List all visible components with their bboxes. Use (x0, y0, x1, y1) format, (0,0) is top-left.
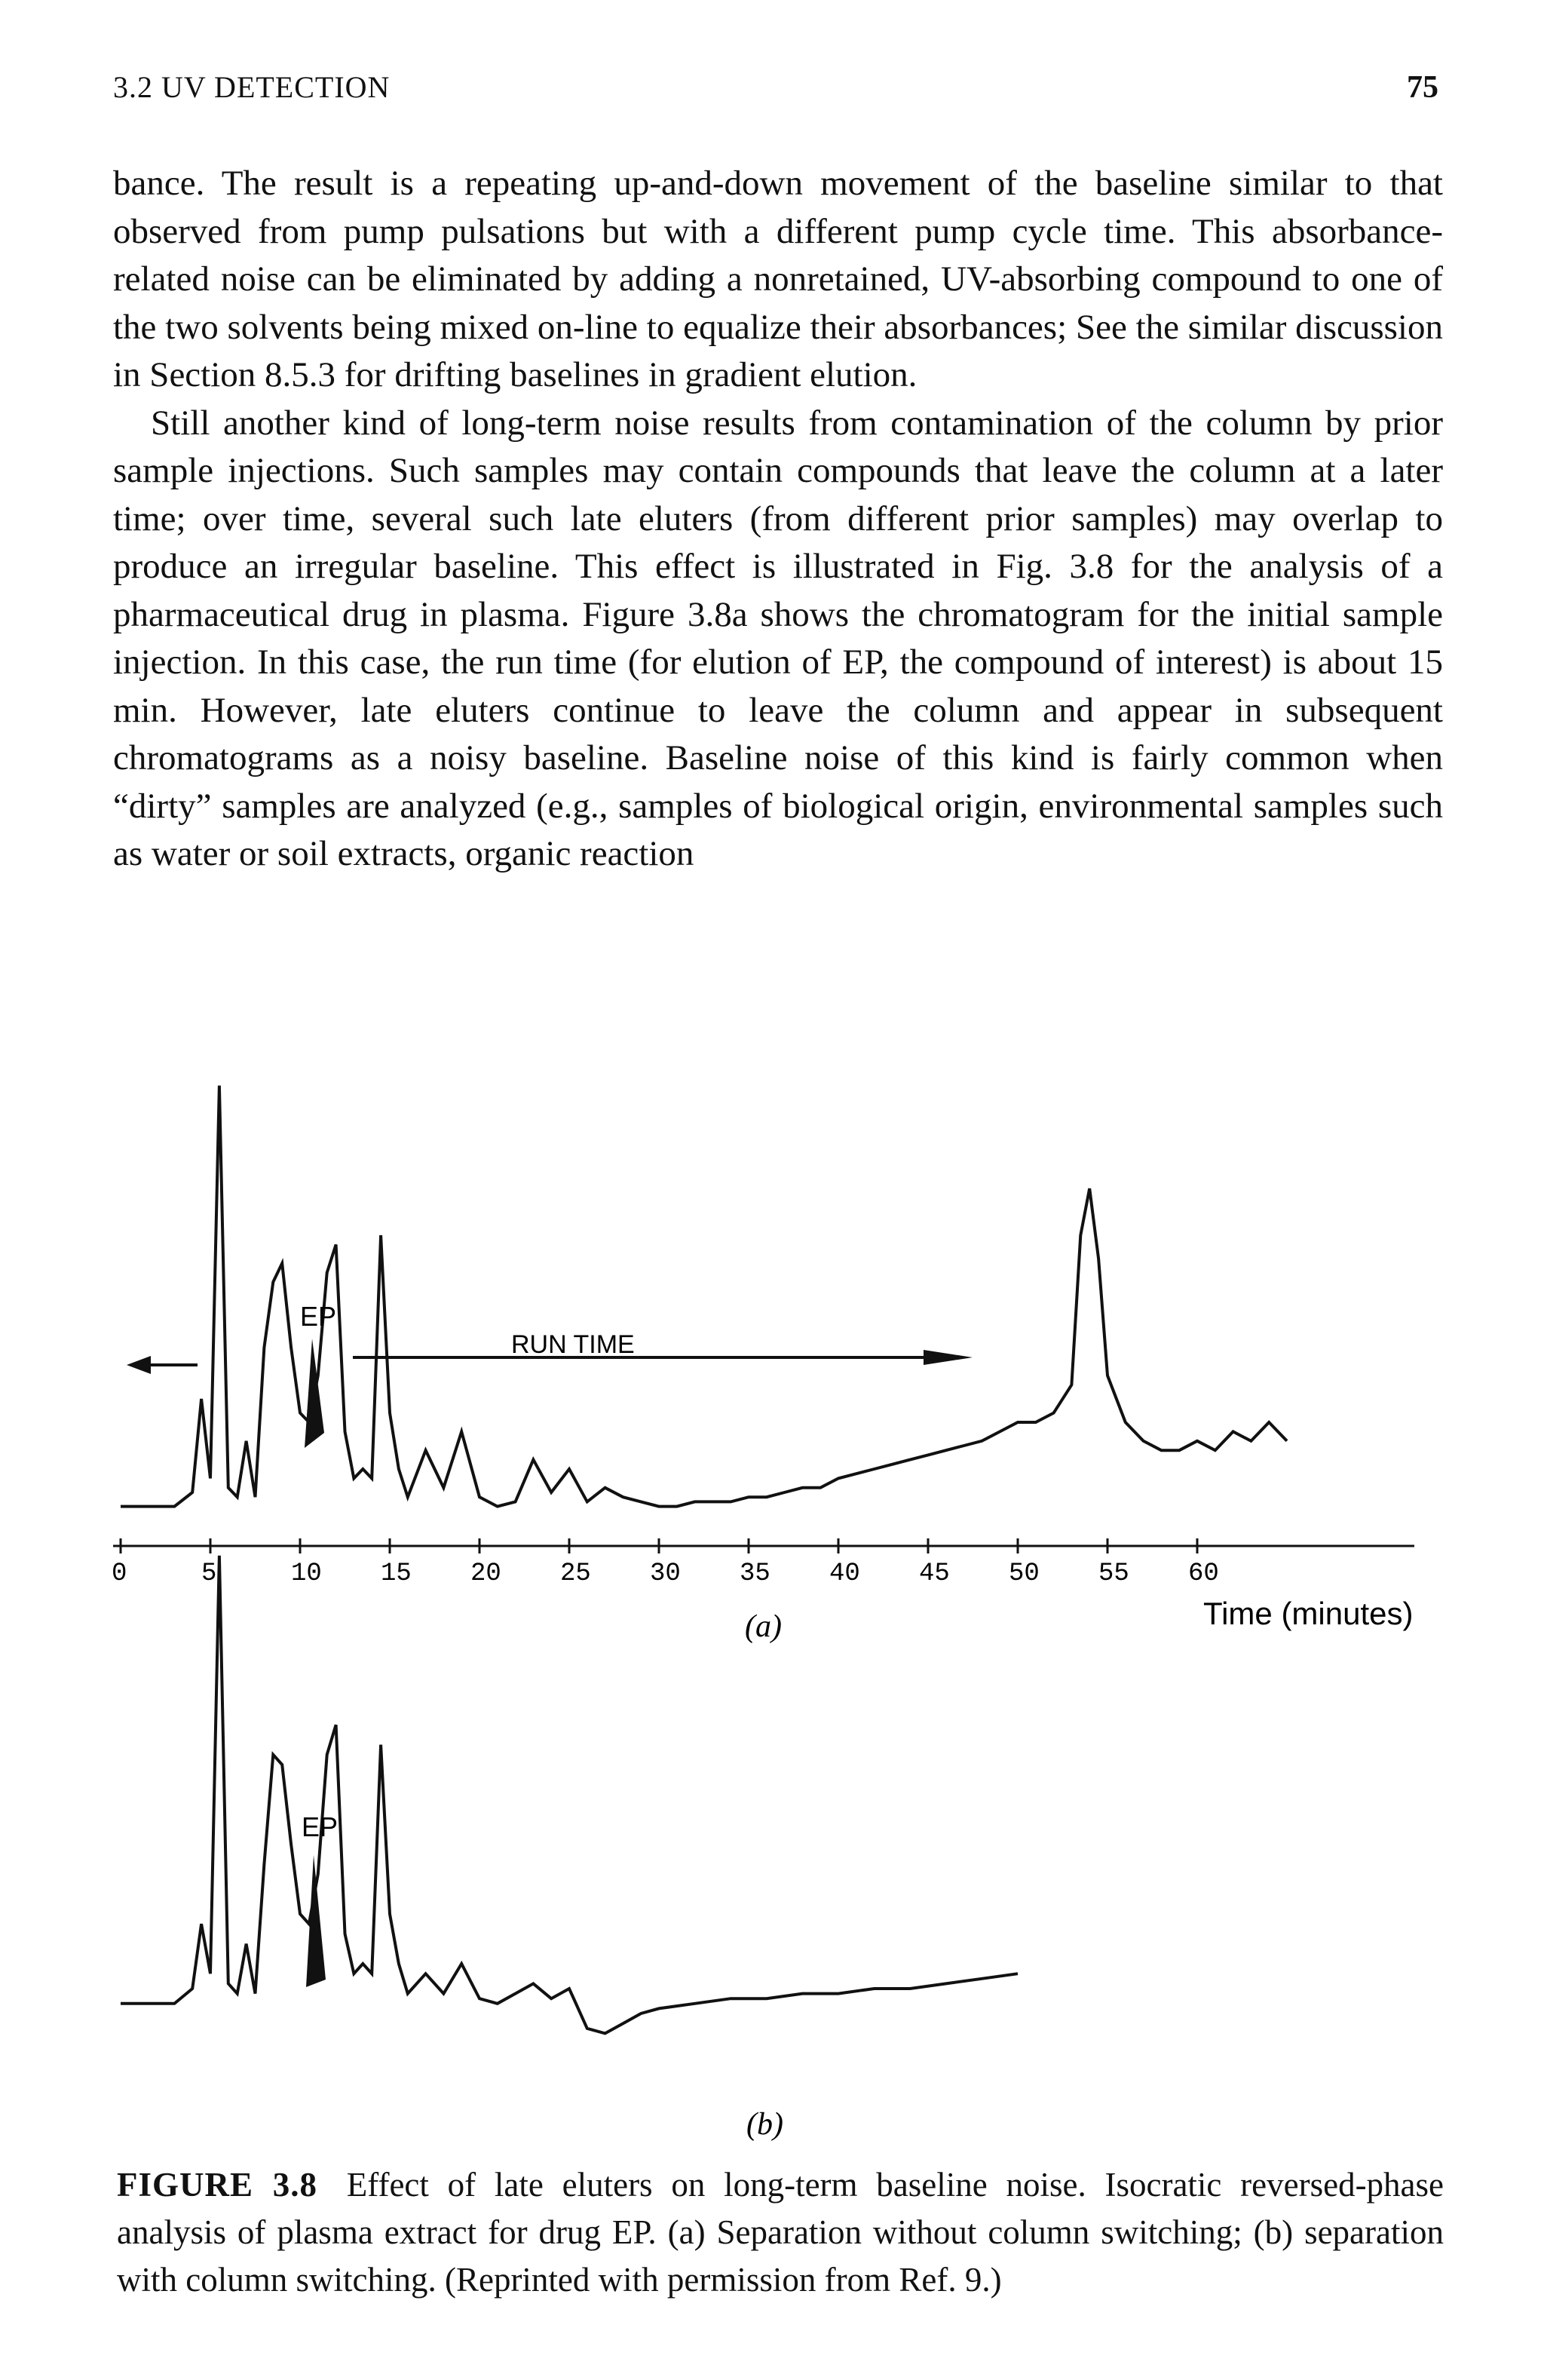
x-axis-title: Time (minutes) (1203, 1596, 1414, 1631)
caption-text: Effect of late eluters on long-term baseline noise. Isocratic reversed-phase analysis of plasma extract for drug EP. (a) Separation without column switching; (b) separation with column switching. (Reprinted with permission from Ref. 9.) (117, 2166, 1444, 2299)
x-tick-label: 40 (829, 1560, 860, 1588)
x-tick-label: 5 (201, 1560, 217, 1588)
caption-label: FIGURE 3.8 (117, 2166, 318, 2204)
x-tick-label: 25 (560, 1560, 591, 1588)
running-header (113, 69, 1438, 115)
panel-b-label: (b) (746, 2107, 783, 2142)
run-time-arrowhead (924, 1350, 973, 1365)
ep-label-b: EP (302, 1811, 339, 1842)
trace-b (121, 1556, 1018, 2034)
page-number: 75 (1407, 70, 1438, 105)
panel-a-label: (a) (745, 1609, 782, 1644)
x-tick-label: 50 (1009, 1560, 1040, 1588)
x-tick-label: 55 (1098, 1560, 1129, 1588)
x-tick-label: 0 (112, 1560, 127, 1588)
x-tick-label: 10 (291, 1560, 322, 1588)
x-tick-label: 15 (381, 1560, 412, 1588)
figure-3-8 (0, 1041, 1544, 2187)
chromatogram-a (112, 1086, 1414, 1644)
chromatogram-figure (0, 1041, 1544, 2157)
x-tick-label: 20 (470, 1560, 501, 1588)
figure-caption (117, 2161, 1444, 2304)
paragraph: Still another kind of long-term noise results from contamination of the column by prior sample injections. Such samples may contain compounds that leave the column at a later time; over time, several such late eluters (from different prior samples) may overlap to produce an irregular baseline. This effect is illustrated in Fig. 3.8 for the analysis of a pharmaceutical drug in plasma. Figure 3.8a shows the chromatogram for the initial sample injection. In this case, the run time (for elution of EP, the compound of interest) is about 15 min. However, late eluters continue to leave the column and appear in subsequent chromatograms as a noisy baseline. Baseline noise of this kind is fairly common when “dirty” samples are analyzed (e.g., samples of biological origin, environmental samples such as water or soil extracts, organic reaction (113, 403, 1443, 873)
trace-a (121, 1086, 1287, 1507)
x-tick-label: 30 (650, 1560, 681, 1588)
chromatogram-b (121, 1556, 1018, 2142)
ep-label-a: EP (300, 1301, 337, 1332)
paragraph: bance. The result is a repeating up-and-down movement of the baseline similar to that observed from pump pulsations but with a different pump cycle time. This absorbance-related noise can be eliminated by adding a nonretained, UV-absorbing compound to one of the two solvents being mixed on-line to equalize their absorbances; See the similar discussion in Section 8.5.3 for drifting baselines in gradient elution. (113, 164, 1443, 394)
x-tick-label: 60 (1188, 1560, 1219, 1588)
x-tick-label: 35 (740, 1560, 770, 1588)
run-time-label: RUN TIME (511, 1330, 635, 1359)
body-text (113, 160, 1443, 879)
left-arrowhead (127, 1356, 151, 1374)
section-title: 3.2 UV DETECTION (113, 70, 391, 104)
x-tick-label: 45 (919, 1560, 950, 1588)
